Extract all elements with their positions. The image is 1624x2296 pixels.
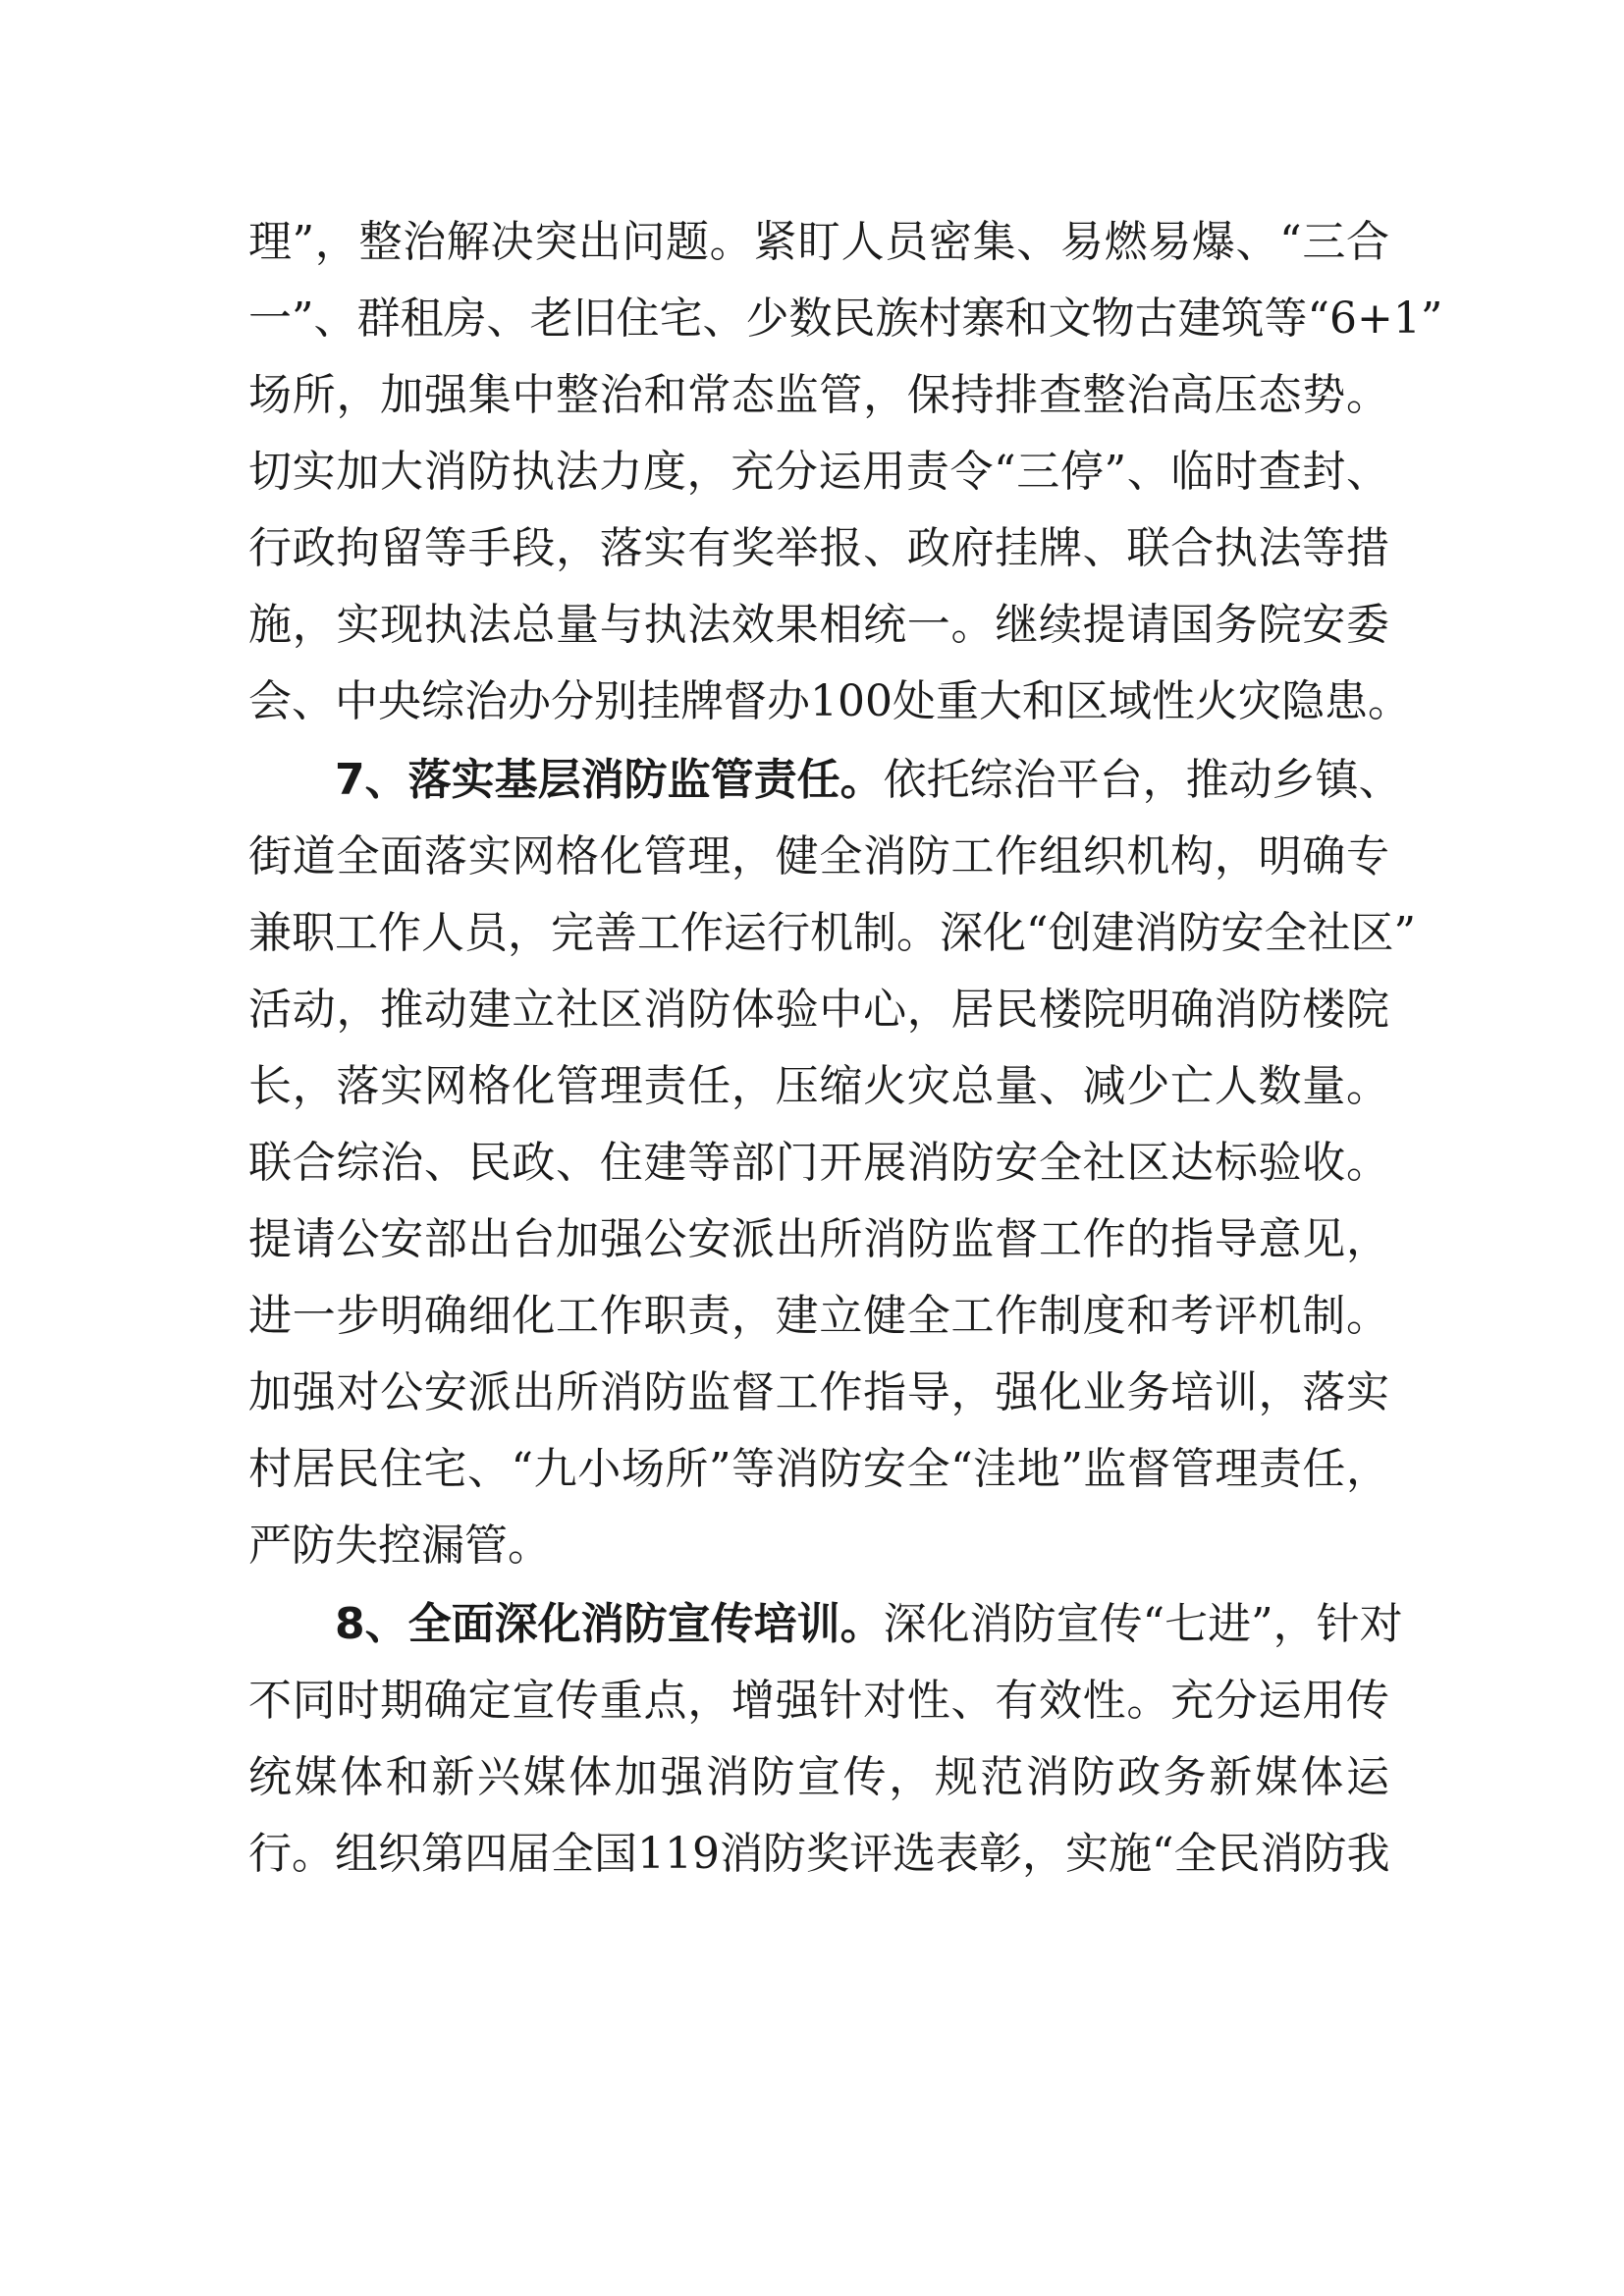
- paragraph-line: 活动，推动建立社区消防体验中心，居民楼院明确消防楼院: [248, 985, 1389, 1035]
- paragraph-line: 村居民住宅、“九小场所”等消防安全“洼地”监督管理责任，: [248, 1444, 1389, 1494]
- section-8-heading: 8、全面深化消防宣传培训。: [335, 1599, 884, 1649]
- paragraph-line: 街道全面落实网格化管理，健全消防工作组织机构，明确专: [248, 831, 1389, 881]
- section-8-first-line: [335, 1590, 1403, 1659]
- paragraph-line: 场所，加强集中整治和常态监管，保持排查整治高压态势。: [248, 370, 1389, 420]
- paragraph-line: 行政拘留等手段，落实有奖举报、政府挂牌、联合执法等措: [248, 523, 1389, 573]
- section-7-first-line-text: 依托综治平台，推动乡镇、: [883, 755, 1402, 805]
- paragraph-line: 统媒体和新兴媒体加强消防宣传，规范消防政务新媒体运: [248, 1752, 1389, 1802]
- paragraph-line: 施，实现执法总量与执法效果相统一。继续提请国务院安委: [248, 600, 1389, 650]
- paragraph-line: 不同时期确定宣传重点，增强针对性、有效性。充分运用传: [248, 1676, 1389, 1726]
- paragraph-line: 长，落实网格化管理责任，压缩火灾总量、减少亡人数量。: [248, 1061, 1389, 1111]
- paragraph-line: 加强对公安派出所消防监督工作指导，强化业务培训，落实: [248, 1367, 1389, 1417]
- section-7-first-line: [335, 746, 1402, 815]
- paragraph-line: 切实加大消防执法力度，充分运用责令“三停”、临时查封、: [248, 447, 1389, 497]
- paragraph-line: 兼职工作人员，完善工作运行机制。深化“创建消防安全社区”: [248, 908, 1416, 958]
- paragraph-line: 进一步明确细化工作职责，建立健全工作制度和考评机制。: [248, 1291, 1389, 1341]
- paragraph-line: 严防失控漏管。: [248, 1521, 551, 1571]
- paragraph-line: 一”、群租房、老旧住宅、少数民族村寨和文物古建筑等“6+1”: [248, 294, 1443, 344]
- paragraph-line: 联合综治、民政、住建等部门开展消防安全社区达标验收。: [248, 1138, 1389, 1188]
- section-7-heading: 7、落实基层消防监管责任。: [335, 755, 884, 805]
- paragraph-line: 提请公安部出台加强公安派出所消防监督工作的指导意见，: [248, 1214, 1389, 1264]
- paragraph-line: 行。组织第四届全国119消防奖评选表彰，实施“全民消防我: [248, 1829, 1390, 1879]
- paragraph-line: 会、中央综治办分别挂牌督办100处重大和区域性火灾隐患。: [248, 676, 1411, 726]
- section-8-first-line-text: 深化消防宣传“七进”，针对: [883, 1599, 1403, 1649]
- paragraph-line: 理”，整治解决突出问题。紧盯人员密集、易燃易爆、“三合: [248, 217, 1389, 267]
